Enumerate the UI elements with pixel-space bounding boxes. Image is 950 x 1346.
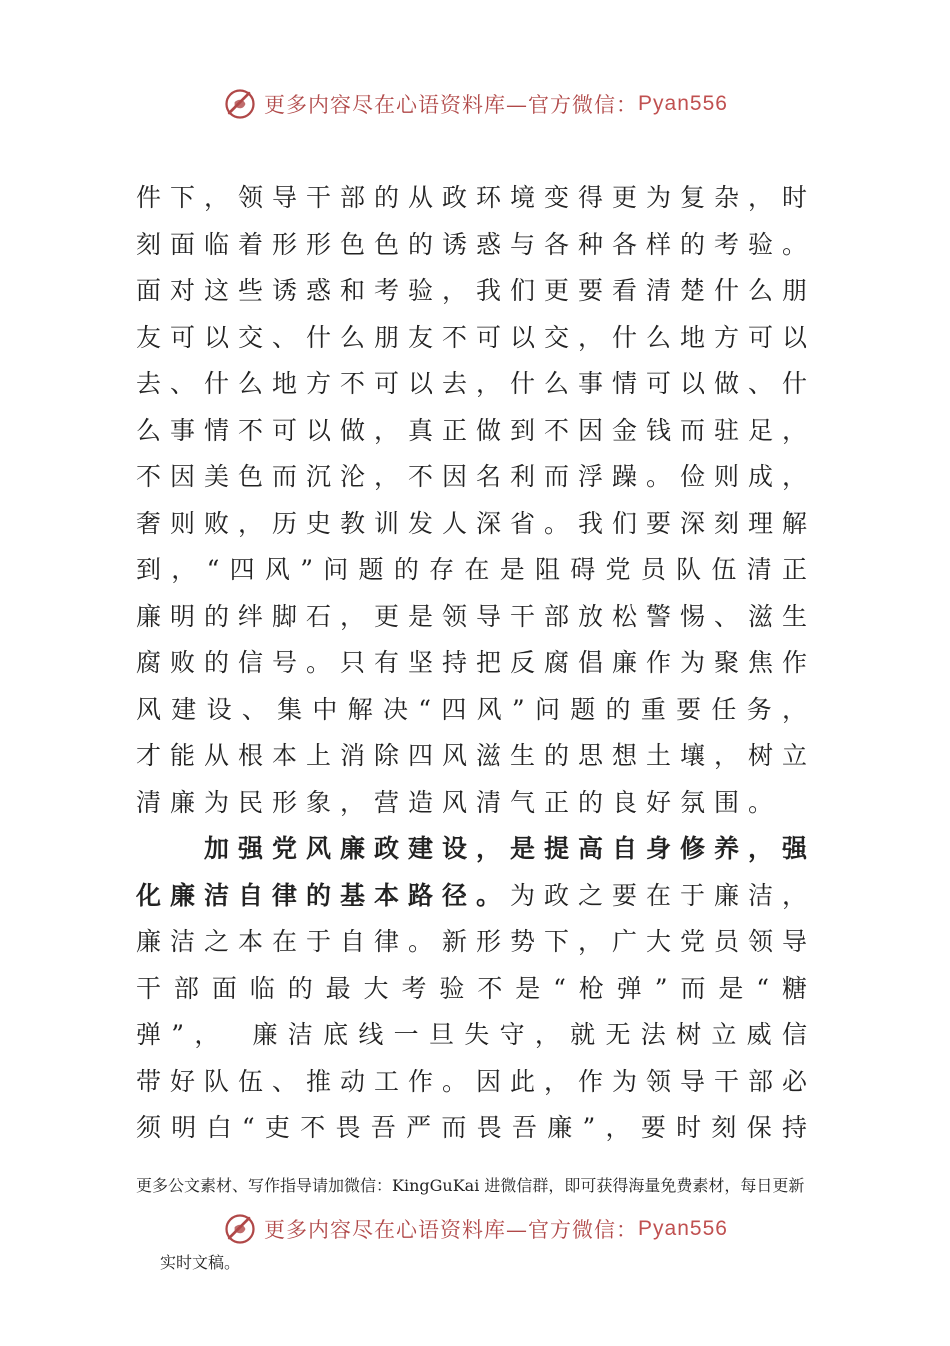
- text-line: 去、什么地方不可以去，什么事情可以做、什: [136, 369, 816, 398]
- text-line: 么事情不可以做，真正做到不因金钱而驻足，: [136, 415, 816, 445]
- watermark-id: Pyan556: [638, 92, 728, 115]
- text-line: 刻面临着形形色色的诱惑与各种各样的考验。: [136, 229, 816, 259]
- text-line: 到，“四风”问题的存在是阻碍党员队伍清正: [136, 555, 816, 584]
- text-line: 带好队伍、推动工作。因此，作为领导干部必: [136, 1066, 816, 1096]
- text-line: 廉洁之本在于自律。新形势下，广大党员领导: [136, 927, 816, 956]
- footer-note: 更多公文素材、写作指导请加微信：KingGuKai 进微信群，即可获得海量免费素材，每日更新: [136, 1176, 805, 1195]
- document-body: [136, 175, 816, 1152]
- watermark-text: 更多内容尽在心语资料库—官方微信：: [264, 1218, 639, 1242]
- watermark-bottom: [0, 1211, 950, 1247]
- logo-icon: [222, 1211, 258, 1247]
- watermark-id: Pyan556: [638, 1217, 728, 1240]
- text-segment: 为政之要在于廉洁，: [510, 880, 816, 910]
- bold-heading-line: 加强党风廉政建设，是提高自身修养，强: [136, 834, 816, 863]
- footer-continuation: 实时文稿。: [160, 1253, 241, 1272]
- text-line: 不因美色而沉沦，不因名利而浮躁。俭则成，: [136, 462, 816, 491]
- text-line: 面对这些诱惑和考验，我们更要看清楚什么朋: [136, 276, 816, 305]
- text-line: 弹”， 廉洁底线一旦失守，就无法树立威信: [136, 1020, 816, 1049]
- logo-icon: [222, 86, 258, 122]
- paragraph-2: [136, 826, 816, 1152]
- bold-heading-end: 化廉洁自律的基本路径。: [136, 880, 511, 910]
- text-line: 廉明的绊脚石，更是领导干部放松警惕、滋生: [136, 601, 816, 631]
- text-line: [136, 873, 816, 920]
- paragraph-1: [136, 175, 816, 826]
- text-line: 腐败的信号。只有坚持把反腐倡廉作为聚焦作: [136, 648, 816, 677]
- text-line: 才能从根本上消除四风滋生的思想土壤，树立: [136, 741, 816, 770]
- watermark-text: 更多内容尽在心语资料库—官方微信：: [264, 93, 639, 117]
- text-line: 友可以交、什么朋友不可以交，什么地方可以: [136, 322, 816, 352]
- text-line: 风建设、集中解决“四风”问题的重要任务，: [136, 694, 816, 724]
- text-line: 件下，领导干部的从政环境变得更为复杂，时: [136, 183, 816, 212]
- text-line: 须明白“吏不畏吾严而畏吾廉”，要时刻保持: [136, 1113, 816, 1142]
- text-line: 干部面临的最大考验不是“枪弹”而是“糖: [136, 973, 816, 1003]
- text-line: 清廉为民形象，营造风清气正的良好氛围。: [136, 787, 783, 817]
- text-line: 奢则败，历史教训发人深省。我们要深刻理解: [136, 508, 816, 538]
- watermark-top: [0, 86, 950, 122]
